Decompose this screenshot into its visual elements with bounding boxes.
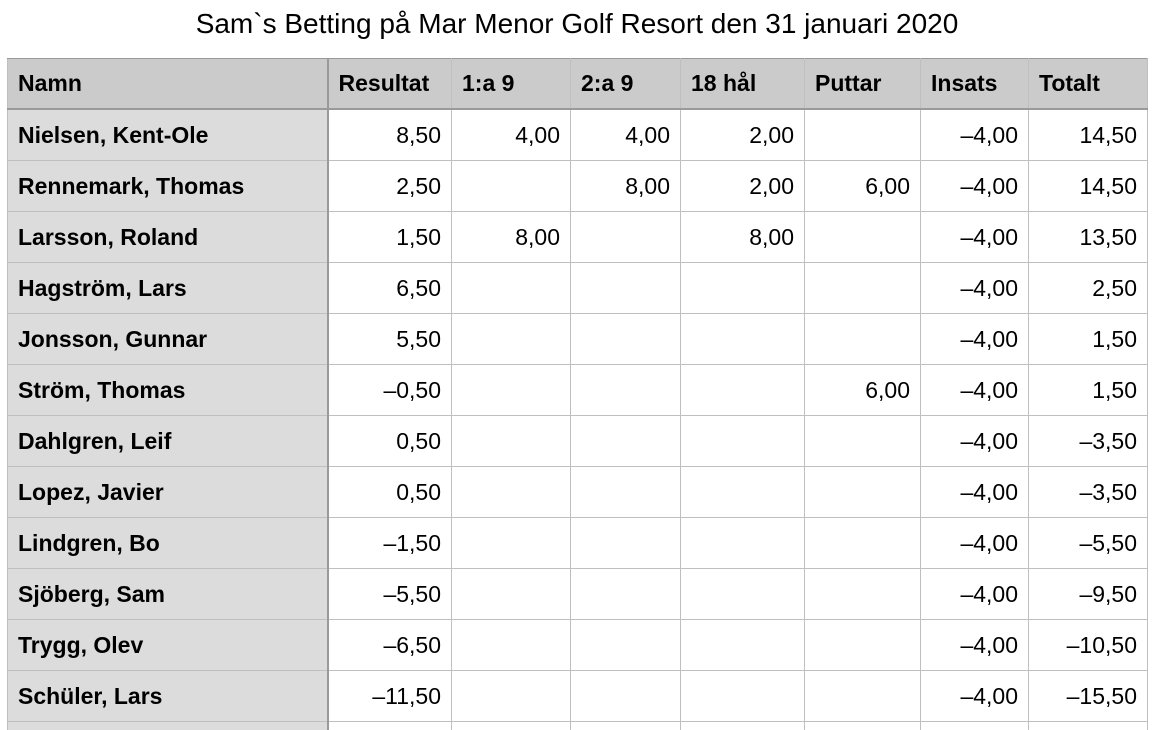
cell-insats[interactable]: –4,00 xyxy=(921,671,1029,722)
cell-andra-nio[interactable] xyxy=(571,620,681,671)
cell-arton-hal[interactable] xyxy=(681,467,805,518)
cell-arton-hal[interactable]: 8,00 xyxy=(681,212,805,263)
table-row xyxy=(8,569,1148,620)
cell-empty xyxy=(805,722,921,730)
page-title: Sam`s Betting på Mar Menor Golf Resort den 31 januari 2020 xyxy=(195,8,959,39)
cell-puttar[interactable] xyxy=(805,569,921,620)
cell-empty xyxy=(8,722,328,730)
cell-arton-hal[interactable] xyxy=(681,620,805,671)
table-row xyxy=(8,109,1148,161)
cell-resultat[interactable]: –5,50 xyxy=(328,569,452,620)
header-row xyxy=(8,59,1148,110)
table-row-partial xyxy=(8,722,1148,730)
cell-resultat[interactable]: 8,50 xyxy=(328,109,452,161)
cell-puttar[interactable] xyxy=(805,263,921,314)
cell-resultat[interactable]: –6,50 xyxy=(328,620,452,671)
cell-empty xyxy=(681,722,805,730)
cell-totalt[interactable]: –10,50 xyxy=(1029,620,1148,671)
cell-name[interactable]: Nielsen, Kent-Ole xyxy=(8,109,328,161)
table-row xyxy=(8,671,1148,722)
cell-arton-hal[interactable] xyxy=(681,671,805,722)
cell-insats[interactable]: –4,00 xyxy=(921,620,1029,671)
header-resultat[interactable]: Resultat xyxy=(328,59,452,110)
cell-empty xyxy=(921,722,1029,730)
cell-andra-nio[interactable] xyxy=(571,263,681,314)
cell-puttar[interactable] xyxy=(805,518,921,569)
cell-arton-hal[interactable] xyxy=(681,416,805,467)
results-table xyxy=(7,58,1148,730)
cell-puttar[interactable] xyxy=(805,620,921,671)
cell-puttar[interactable] xyxy=(805,416,921,467)
results-table-container xyxy=(7,58,1148,730)
table-row xyxy=(8,416,1148,467)
cell-puttar[interactable]: 6,00 xyxy=(805,161,921,212)
cell-arton-hal[interactable] xyxy=(681,314,805,365)
cell-puttar[interactable] xyxy=(805,314,921,365)
table-row xyxy=(8,620,1148,671)
cell-puttar[interactable] xyxy=(805,212,921,263)
cell-forsta-nio[interactable] xyxy=(452,314,571,365)
cell-andra-nio[interactable] xyxy=(571,518,681,569)
cell-insats[interactable]: –4,00 xyxy=(921,263,1029,314)
cell-name[interactable]: Larsson, Roland xyxy=(8,212,328,263)
cell-andra-nio[interactable]: 4,00 xyxy=(571,109,681,161)
cell-insats[interactable]: –4,00 xyxy=(921,314,1029,365)
cell-forsta-nio[interactable] xyxy=(452,263,571,314)
cell-insats[interactable]: –4,00 xyxy=(921,161,1029,212)
cell-arton-hal[interactable]: 2,00 xyxy=(681,109,805,161)
cell-insats[interactable]: –4,00 xyxy=(921,416,1029,467)
header-arton-hal[interactable]: 18 hål xyxy=(681,59,805,110)
cell-resultat[interactable]: 0,50 xyxy=(328,467,452,518)
cell-resultat[interactable]: 6,50 xyxy=(328,263,452,314)
cell-name[interactable]: Schüler, Lars xyxy=(8,671,328,722)
cell-totalt[interactable]: 14,50 xyxy=(1029,109,1148,161)
cell-forsta-nio[interactable] xyxy=(452,467,571,518)
cell-totalt[interactable]: –15,50 xyxy=(1029,671,1148,722)
cell-totalt[interactable]: 1,50 xyxy=(1029,365,1148,416)
header-insats[interactable]: Insats xyxy=(921,59,1029,110)
cell-name[interactable]: Lindgren, Bo xyxy=(8,518,328,569)
table-row xyxy=(8,467,1148,518)
table-header xyxy=(8,59,1148,110)
cell-andra-nio[interactable] xyxy=(571,212,681,263)
cell-andra-nio[interactable] xyxy=(571,569,681,620)
cell-empty xyxy=(1029,722,1148,730)
cell-forsta-nio[interactable]: 4,00 xyxy=(452,109,571,161)
cell-andra-nio[interactable] xyxy=(571,467,681,518)
cell-insats[interactable]: –4,00 xyxy=(921,569,1029,620)
cell-arton-hal[interactable]: 2,00 xyxy=(681,161,805,212)
table-row xyxy=(8,161,1148,212)
cell-totalt[interactable]: 13,50 xyxy=(1029,212,1148,263)
cell-name[interactable]: Ström, Thomas xyxy=(8,365,328,416)
cell-arton-hal[interactable] xyxy=(681,263,805,314)
cell-resultat[interactable]: –0,50 xyxy=(328,365,452,416)
cell-name[interactable]: Sjöberg, Sam xyxy=(8,569,328,620)
cell-andra-nio[interactable] xyxy=(571,314,681,365)
header-puttar[interactable]: Puttar xyxy=(805,59,921,110)
table-row xyxy=(8,314,1148,365)
cell-forsta-nio[interactable] xyxy=(452,416,571,467)
cell-insats[interactable]: –4,00 xyxy=(921,212,1029,263)
table-body xyxy=(8,109,1148,730)
cell-resultat[interactable]: –1,50 xyxy=(328,518,452,569)
table-row xyxy=(8,365,1148,416)
cell-name[interactable]: Hagström, Lars xyxy=(8,263,328,314)
cell-resultat[interactable]: 0,50 xyxy=(328,416,452,467)
cell-insats[interactable]: –4,00 xyxy=(921,518,1029,569)
cell-name[interactable]: Lopez, Javier xyxy=(8,467,328,518)
cell-forsta-nio[interactable] xyxy=(452,569,571,620)
header-forsta-nio[interactable]: 1:a 9 xyxy=(452,59,571,110)
cell-andra-nio[interactable] xyxy=(571,365,681,416)
cell-puttar[interactable] xyxy=(805,467,921,518)
cell-forsta-nio[interactable]: 8,00 xyxy=(452,212,571,263)
cell-empty xyxy=(328,722,452,730)
cell-totalt[interactable]: –3,50 xyxy=(1029,467,1148,518)
cell-empty xyxy=(571,722,681,730)
cell-insats[interactable]: –4,00 xyxy=(921,467,1029,518)
cell-andra-nio[interactable]: 8,00 xyxy=(571,161,681,212)
cell-resultat[interactable]: 5,50 xyxy=(328,314,452,365)
cell-name[interactable]: Dahlgren, Leif xyxy=(8,416,328,467)
table-row xyxy=(8,263,1148,314)
cell-forsta-nio[interactable] xyxy=(452,161,571,212)
cell-insats[interactable]: –4,00 xyxy=(921,109,1029,161)
table-row xyxy=(8,518,1148,569)
header-andra-nio[interactable]: 2:a 9 xyxy=(571,59,681,110)
cell-name[interactable]: Trygg, Olev xyxy=(8,620,328,671)
cell-totalt[interactable]: –5,50 xyxy=(1029,518,1148,569)
header-namn[interactable]: Namn xyxy=(8,59,328,110)
cell-name[interactable]: Rennemark, Thomas xyxy=(8,161,328,212)
cell-forsta-nio[interactable] xyxy=(452,620,571,671)
cell-resultat[interactable]: –11,50 xyxy=(328,671,452,722)
table-row xyxy=(8,212,1148,263)
cell-arton-hal[interactable] xyxy=(681,569,805,620)
cell-forsta-nio[interactable] xyxy=(452,518,571,569)
cell-resultat[interactable]: 1,50 xyxy=(328,212,452,263)
cell-andra-nio[interactable] xyxy=(571,671,681,722)
cell-puttar[interactable] xyxy=(805,109,921,161)
cell-totalt[interactable]: –3,50 xyxy=(1029,416,1148,467)
cell-totalt[interactable]: –9,50 xyxy=(1029,569,1148,620)
cell-totalt[interactable]: 2,50 xyxy=(1029,263,1148,314)
cell-arton-hal[interactable] xyxy=(681,365,805,416)
cell-insats[interactable]: –4,00 xyxy=(921,365,1029,416)
cell-forsta-nio[interactable] xyxy=(452,365,571,416)
cell-puttar[interactable]: 6,00 xyxy=(805,365,921,416)
cell-totalt[interactable]: 1,50 xyxy=(1029,314,1148,365)
cell-andra-nio[interactable] xyxy=(571,416,681,467)
cell-totalt[interactable]: 14,50 xyxy=(1029,161,1148,212)
header-totalt[interactable]: Totalt xyxy=(1029,59,1148,110)
cell-resultat[interactable]: 2,50 xyxy=(328,161,452,212)
cell-arton-hal[interactable] xyxy=(681,518,805,569)
cell-empty xyxy=(452,722,571,730)
cell-name[interactable]: Jonsson, Gunnar xyxy=(8,314,328,365)
cell-puttar[interactable] xyxy=(805,671,921,722)
cell-forsta-nio[interactable] xyxy=(452,671,571,722)
